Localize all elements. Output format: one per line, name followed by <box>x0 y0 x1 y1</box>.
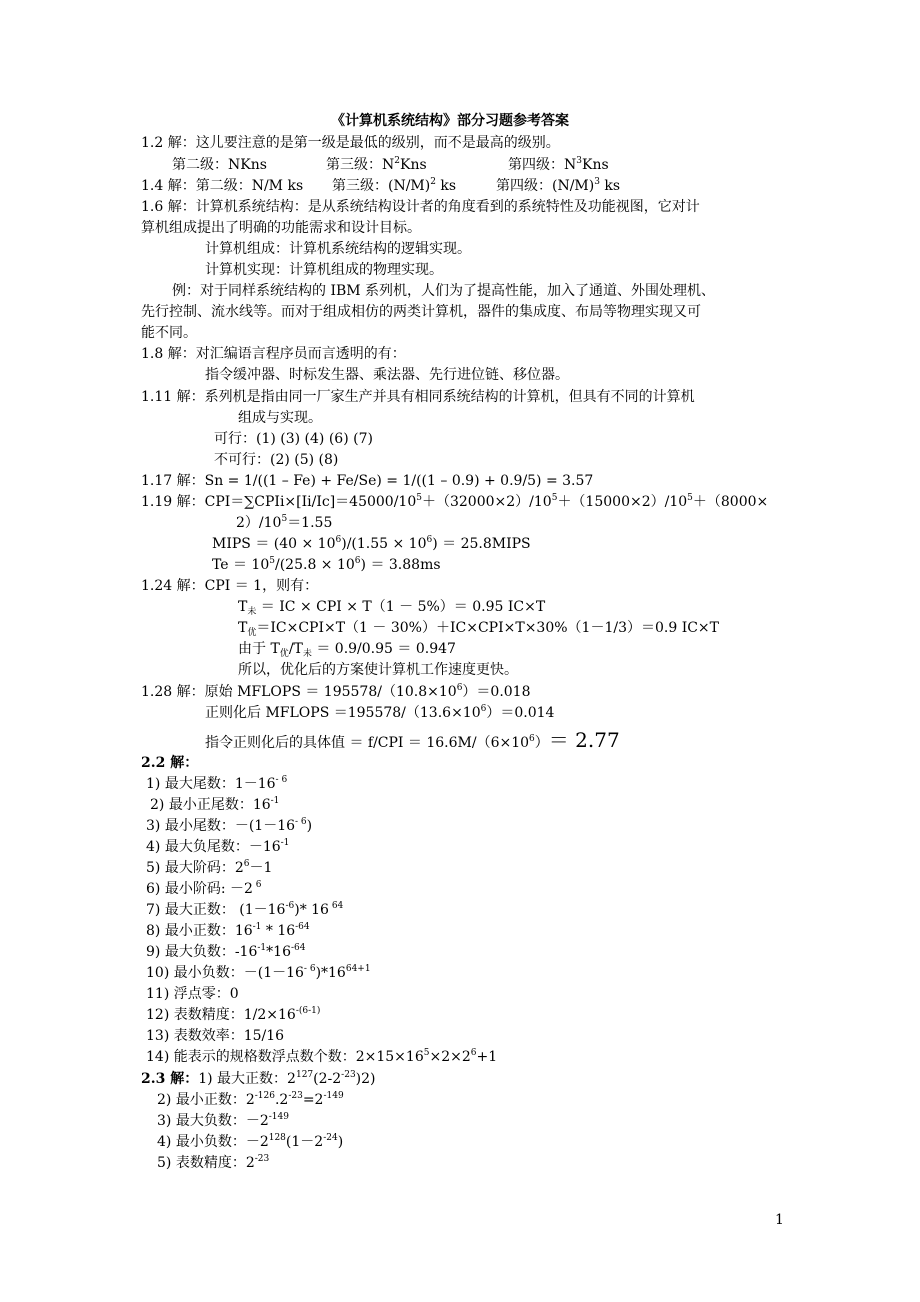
answer-1-6-line-6: 先行控制、流水线等。而对于组成相仿的两类计算机，器件的集成度、布局等物理实现又可 <box>141 304 701 320</box>
page-title: 《计算机系统结构》部分习题参考答案 <box>331 113 569 129</box>
answer-1-24-line-1: 1.24 解：CPI ＝ 1，则有： <box>141 578 319 594</box>
answer-2-2-item-10: 10) 最小负数：$-(1-16^{- 6})*16^{64+1}$ <box>146 964 371 981</box>
answer-1-6-line-2: 算机组成提出了明确的功能需求和设计目标。 <box>141 220 421 236</box>
answer-1-19-te: $Te = 10^5/(25.8 \times 10^6) = 3.88ms$ <box>212 556 441 573</box>
answer-1-28-normalized: 正则化后 MFLOPS $=195578/(13.6\times 10^6)=0.014$ <box>205 704 555 721</box>
answer-1-19-cpi: 1.19 解：$CPI=\sum CPIi\times[Ii/Ic]=45000/10^5+(32000\times 2)/10^5+(15000\times 2)/10^5+(8000\times$ <box>141 493 769 510</box>
answer-2-2-item-2: 2) 最小正尾数：$16^{-1}$ <box>150 796 280 813</box>
answer-2-3-item-1: 2.3 解：1) 最大正数：$2^{127}(2-2^{-23})2$) <box>141 1070 376 1087</box>
answer-2-2-item-13: 13) 表数效率：15/16 <box>146 1028 285 1044</box>
answer-1-11-line-2: 组成与实现。 <box>238 410 322 426</box>
answer-1-24-t-opt: $T_优=IC\times CPI\times T(1 - 30\%)+IC\times CPI\times T\times 30\%(1-1/3)=0.9$ IC×T <box>238 620 720 638</box>
answer-2-3-item-4: 4) 最小负数：$-2^{128}(1-2^{-24})$ <box>157 1133 344 1150</box>
answer-1-6-line-3: 计算机组成：计算机系统结构的逻辑实现。 <box>205 241 471 257</box>
answer-1-2-level-3: 第三级：$N^2Kns$ <box>326 156 427 173</box>
answer-1-24-conclusion: 所以，优化后的方案使计算机工作速度更快。 <box>238 662 518 678</box>
answer-1-2-level-4: 第四级：$N^3Kns$ <box>508 156 609 173</box>
answer-2-2-item-6: 6) 最小阶码: －2 $^6$ <box>146 880 262 897</box>
answer-1-6-line-5: 例：对于同样系统结构的 IBM 系列机，人们为了提高性能，加入了通道、外围处理机、 <box>172 283 716 299</box>
answer-2-2-item-5: 5) 最大阶码：$2^6-1$ <box>146 859 273 876</box>
answer-1-24-t-orig: $T_未$ ＝ IC × CPI × T（1 － 5%）＝ 0.95 IC×T <box>238 599 546 617</box>
page-number: 1 <box>775 1212 784 1228</box>
answer-2-2-item-11: 11) 浮点零：0 <box>146 986 239 1002</box>
answer-2-3-item-5: 5) 表数精度：$2^{-23}$ <box>157 1154 270 1171</box>
answer-1-11-feasible: 可行：(1) (3) (4) (6) (7) <box>214 431 373 447</box>
answer-1-4-level-3: 第三级：$(N/M)^2$ ks <box>332 177 457 194</box>
answer-2-2-item-1: 1) 最大尾数：$1-16^{- 6}$ <box>146 775 288 792</box>
answer-2-2-item-12: 12) 表数精度：$1/2\times 16^{-(6-1)}$ <box>146 1006 321 1023</box>
answer-1-19-cpi-cont: $2)/10^5=1.55$ <box>236 514 333 531</box>
answer-2-2-item-14: 14) 能表示的规格数浮点数个数：$2\times 15\times 16^5\times 2\times 2^6+1$ <box>146 1048 498 1065</box>
answer-2-2-item-4: 4) 最大负尾数：$-16^{-1}$ <box>146 838 290 855</box>
answer-2-3-item-3: 3) 最大负数：$-2^{-149}$ <box>157 1112 289 1129</box>
answer-1-28-instruction-value: 指令正则化后的具体值 ＝ $f/CPI = 16.6M/(6\times 10^6)= 2.77$ <box>205 728 620 752</box>
answer-1-8-line-1: 1.8 解：对汇编语言程序员而言透明的有： <box>141 346 406 362</box>
answer-1-19-mips: MIPS ＝ $(40 \times 10^6)/(1.55 \times 10^6)$ ＝ 25.8MIPS <box>212 535 531 552</box>
answer-1-2-level-2: 第二级：NKns <box>172 157 267 173</box>
answer-2-2-item-8: 8) 最小正数：$16^{-1} * 16^{-64}$ <box>146 922 310 939</box>
answer-2-2-item-7: 7) 最大正数： $(1-16^{-6})*$ 16 $^{64}$ <box>146 901 344 918</box>
answer-1-6-line-4: 计算机实现：计算机组成的物理实现。 <box>205 262 443 278</box>
answer-1-6-line-1: 1.6 解：计算机系统结构：是从系统结构设计者的角度看到的系统特性及功能视图，它对计 <box>141 199 700 215</box>
answer-2-3-item-2: 2) 最小正数：$2^{-126}.2^{-23}=2^{-149}$ <box>157 1091 344 1108</box>
answer-1-11-line-1: 1.11 解：系列机是指由同一厂家生产并具有相同系统结构的计算机，但具有不同的计算机 <box>141 389 695 405</box>
answer-2-2-item-3: 3) 最小尾数：$-(1-16^{- 6})$ <box>146 817 313 834</box>
answer-1-28-original: 1.28 解：原始 MFLOPS ＝ $195578/(10.8\times 10^6)=0.018$ <box>141 683 531 700</box>
answer-1-17: 1.17 解：Sn = 1/((1 – Fe) + Fe/Se) = 1/((1 – 0.9) + 0.9/5) = 3.57 <box>141 473 594 489</box>
answer-1-4-level-4: 第四级：$(N/M)^3$ ks <box>496 177 621 194</box>
answer-1-4-level-2: 1.4 解：第二级：N/M ks <box>141 178 304 194</box>
answer-1-2-line-1: 1.2 解：这儿要注意的是第一级是最低的级别，而不是最高的级别。 <box>141 135 560 151</box>
answer-1-6-line-7: 能不同。 <box>141 325 197 341</box>
answer-1-8-line-2: 指令缓冲器、时标发生器、乘法器、先行进位链、移位器。 <box>205 367 569 383</box>
answer-2-2-item-9: 9) 最大负数：$-16^{-1}*16^{-64}$ <box>146 943 306 960</box>
answer-1-11-infeasible: 不可行：(2) (5) (8) <box>214 452 339 468</box>
answer-1-24-ratio: 由于 $T_优/T_未 = 0.9/0.95 = 0.947$ <box>238 641 456 659</box>
answer-2-2-heading: 2.2 解： <box>141 755 199 771</box>
